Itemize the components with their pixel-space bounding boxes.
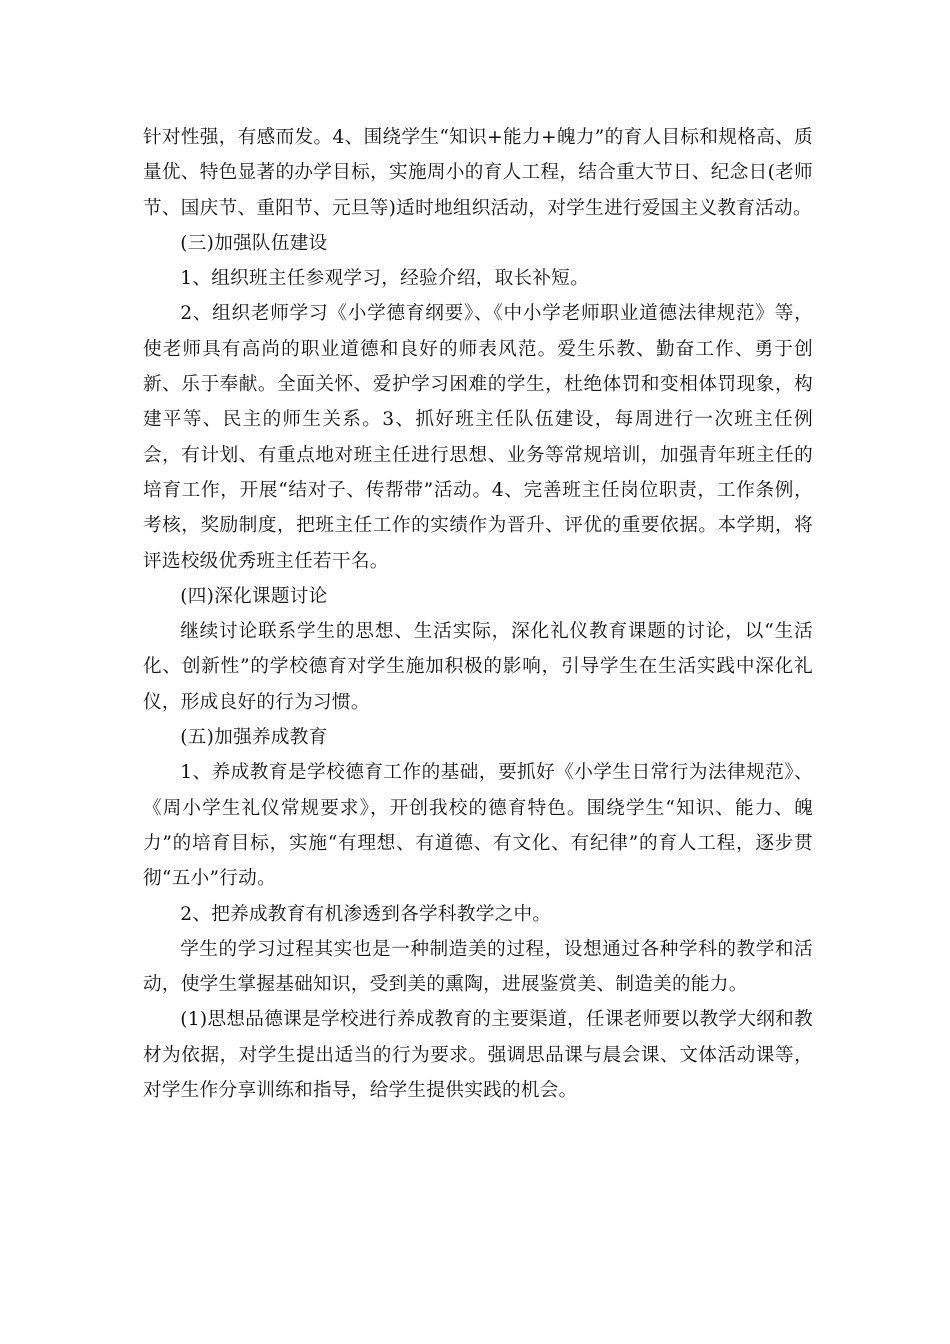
paragraph-class-teacher-visits: 1、组织班主任参观学习，经验介绍，取长补短。 (180, 268, 590, 290)
section-heading-topic-discussion: (四)深化课题讨论 (180, 585, 328, 607)
paragraph-continuation: 针对性强，有感而发。4、围绕学生“知识+能力+魄力”的育人目标和规格高、质量优、特色显著的办学目标，实施周小的育人工程，结合重大节日、纪念日(老师节、国庆节、重阳节、元旦等)适时地组织活动，对学生进行爱国主义教育活动。 (143, 127, 813, 219)
section-heading-habit-education: (五)加强养成教育 (180, 727, 328, 749)
paragraph-habit-foundation: 1、养成教育是学校德育工作的基础，要抓好《小学生日常行为法律规范》、《周小学生礼仪常规要求》，开创我校的德育特色。围绕学生“知识、能力、魄力”的培育目标，实施“有理想、有道德、有文化、有纪律”的育人工程，逐步贯彻“五小”行动。 (143, 762, 813, 890)
paragraph-subject-integration: 2、把养成教育有机渗透到各学科教学之中。 (180, 903, 552, 925)
paragraph-etiquette-topic: 继续讨论联系学生的思想、生活实际，深化礼仪教育课题的讨论，以“生活化、创新性”的学校德育对学生施加积极的影响，引导学生在生活实践中深化礼仪，形成良好的行为习惯。 (143, 621, 813, 713)
paragraph-learning-beauty: 学生的学习过程其实也是一种制造美的过程，设想通过各种学科的教学和活动，使学生掌握基础知识，受到美的熏陶，进展鉴赏美、制造美的能力。 (143, 938, 813, 996)
document-body (143, 120, 813, 1108)
paragraph-teacher-study: 2、组织老师学习《小学德育纲要》、《中小学老师职业道德法律规范》等，使老师具有高尚的职业道德和良好的师表风范。爱生乐教、勤奋工作、勇于创新、乐于奉献。全面关怀、爱护学习困难的学生，杜绝体罚和变相体罚现象，构建平等、民主的师生关系。3、抓好班主任队伍建设，每周进行一次班主任例会，有计划、有重点地对班主任进行思想、业务等常规培训，加强青年班主任的培育工作，开展“结对子、传帮带”活动。4、完善班主任岗位职责，工作条例，考核，奖励制度，把班主任工作的实绩作为晋升、评优的重要依据。本学期，将评选校级优秀班主任若干名。 (143, 303, 813, 572)
paragraph-moral-class: (1)思想品德课是学校进行养成教育的主要渠道，任课老师要以教学大纲和教材为依据，对学生提出适当的行为要求。强调思品课与晨会课、文体活动课等，对学生作分享训练和指导，给学生提供实践的机会。 (143, 1009, 813, 1102)
section-heading-team-building: (三)加强队伍建设 (180, 232, 328, 254)
